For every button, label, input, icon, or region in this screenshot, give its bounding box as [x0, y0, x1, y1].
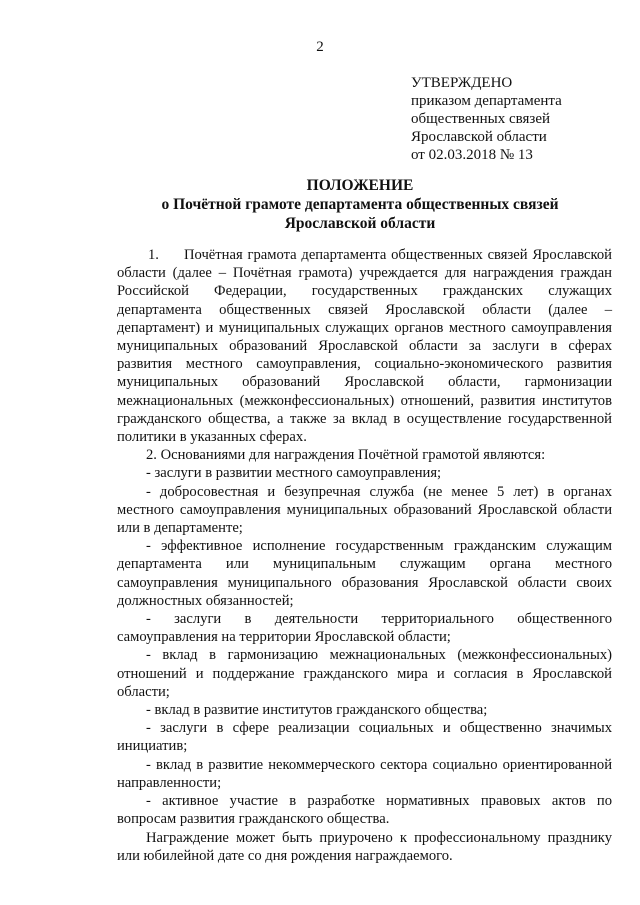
approval-region-line: Ярославской области — [411, 129, 547, 145]
list-item: - вклад в гармонизацию межнациональных (межконфессиональных) отношений и поддержание гражданского мира и согласия в Ярославской области; — [117, 647, 612, 700]
list-item: - вклад в развитие некоммерческого сектора социально ориентированной направленности; — [117, 756, 612, 791]
list-item: - заслуги в развитии местного самоуправления; — [146, 465, 442, 482]
paragraph-1-number: 1. — [148, 247, 159, 263]
paragraph-1 — [117, 246, 612, 446]
list-item: - заслуги в сфере реализации социальных и общественно значимых инициатив; — [117, 720, 612, 755]
page-number: 2 — [316, 39, 324, 55]
title-line-3: Ярославской области — [284, 215, 436, 232]
closing-paragraph: Награждение может быть приурочено к профессиональному празднику или юбилейной дате со дня рождения награждаемого. — [117, 829, 612, 864]
approval-department-line: общественных связей — [411, 111, 551, 127]
approval-date-line: от 02.03.2018 № 13 — [411, 147, 533, 163]
list-item: - вклад в развитие институтов гражданского общества; — [146, 702, 488, 719]
list-item: - активное участие в разработке нормативных правовых актов по вопросам развития гражданского общества. — [117, 793, 612, 828]
approval-order-line: приказом департамента — [411, 93, 562, 109]
list-item: - добросовестная и безупречная служба (не менее 5 лет) в органах местного самоуправления муниципальных образований Ярославской области или в департаменте; — [117, 483, 612, 537]
title-line-2: о Почётной грамоте департамента общественных связей — [161, 196, 559, 213]
title-line-1: ПОЛОЖЕНИЕ — [306, 177, 414, 194]
paragraph-1-text: Почётная грамота департамента общественных связей Ярославской области (далее – Почётная грамота) учреждается для награждения граждан Российской Федерации, государственных гражданских служащих департамента общественных связей Ярославской области (далее – департамент) и муниципальных служащих органов местного самоуправления муниципальных образований Ярославской области за заслуги в сферах развития местного самоуправления, социально-экономического развития муниципальных образований Ярославской области, гармонизации межнациональных (межконфессиональных) отношений, развития институтов гражданского общества, а также за вклад в осуществление государственной политики в указанных сферах. — [117, 247, 612, 446]
list-item: - заслуги в деятельности территориального общественного самоуправления на территории Ярославской области; — [117, 611, 612, 646]
paragraph-2: 2. Основаниями для награждения Почётной грамотой являются: — [146, 447, 546, 464]
approval-block — [411, 74, 621, 164]
list-item: - эффективное исполнение государственным гражданским служащим департамента или муниципальным служащим органа местного самоуправления муниципального образования Ярославской области своих должностных обязанностей; — [117, 538, 612, 609]
document-title — [80, 176, 640, 233]
document-body — [117, 246, 612, 865]
approval-heading: УТВЕРЖДЕНО — [411, 75, 513, 91]
